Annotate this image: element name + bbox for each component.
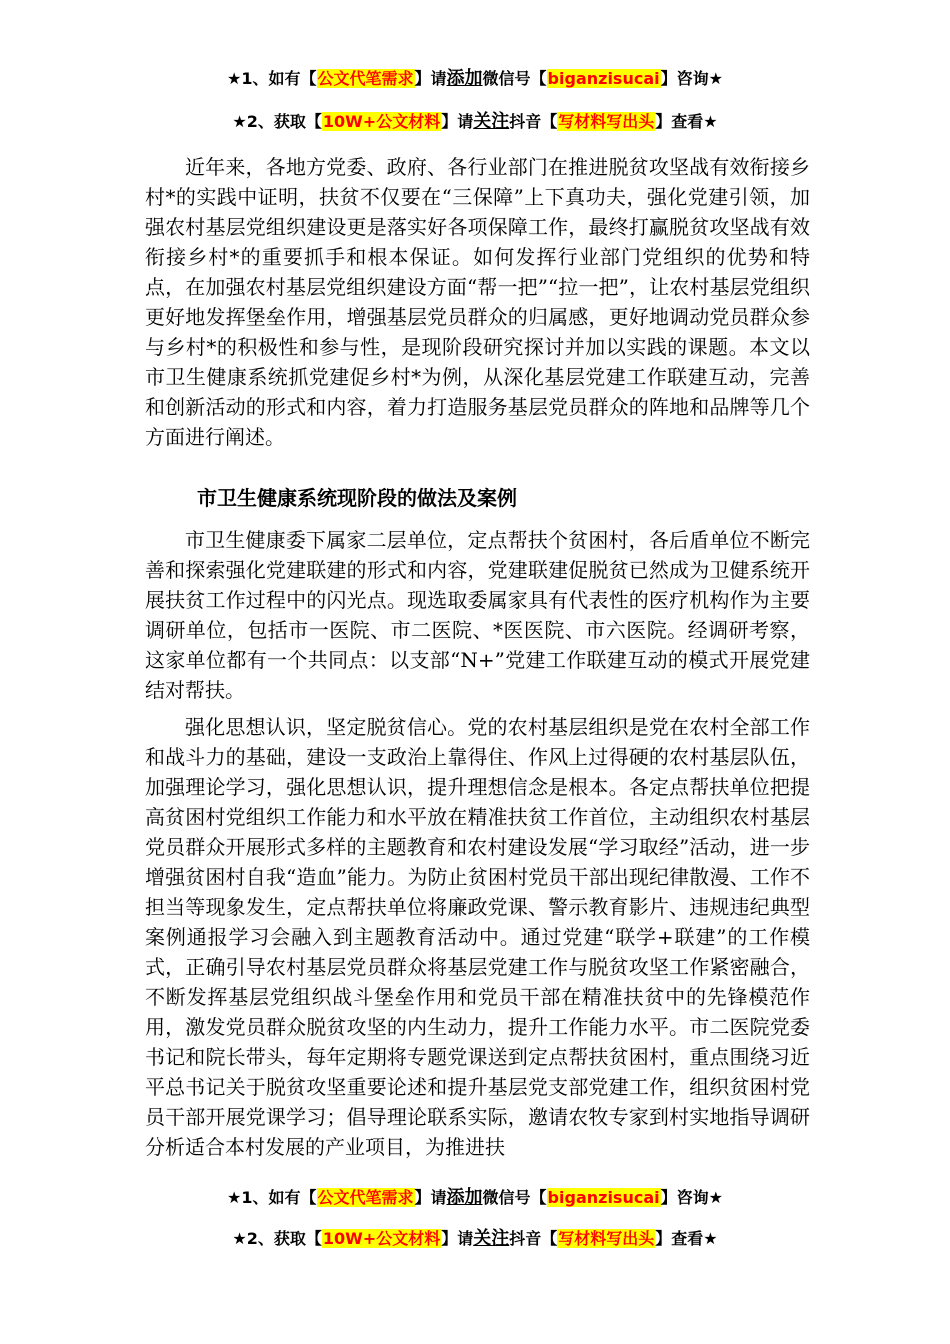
banner-highlight: 10W+公文材料 (322, 1229, 441, 1248)
banner-suffix: 】咨询★ (660, 69, 723, 88)
ad-banner-top-line-1 (0, 68, 950, 90)
banner-text: 】请 (441, 112, 474, 131)
ad-banner-bottom-line-2 (0, 1228, 950, 1250)
banner-prefix: ★1、如有【 (227, 69, 317, 88)
paragraph-ideology: 强化思想认识，坚定脱贫信心。党的农村基层组织是党在农村全部工作和战斗力的基础，建设一支政治上靠得住、作风上过得硬的农村基层队伍，加强理论学习，强化思想认识，提升理想信念是根本。各定点帮扶单位把提高贫困村党组织工作能力和水平放在精准扶贫工作首位，主动组织农村基层党员群众开展形式多样的主题教育和农村建设发展“学习取经”活动，进一步增强贫困村自我“造血”能力。为防止贫困村党员干部出现纪律散漫、工作不担当等现象发生，定点帮扶单位将廉政党课、警示教育影片、违规违纪典型案例通报学习会融入到主题教育活动中。通过党建“联学+联建”的工作模式，正确引导农村基层党员群众将基层党建工作与脱贫攻坚工作紧密融合，不断发挥基层党组织战斗堡垒作用和党员干部在精准扶贫中的先锋模范作用，激发党员群众脱贫攻坚的内生动力，提升工作能力水平。市二医院党委书记和院长带头，每年定期将专题党课送到定点帮扶贫困村，重点围绕习近平总书记关于脱贫攻坚重要论述和提升基层党支部党建工作，组织贫困村党员干部开展党课学习；倡导理论联系实际，邀请农牧专家到村实地指导调研分析适合本村发展的产业项目，为推进扶 (145, 715, 810, 1159)
banner-text: 微信号【 (482, 69, 547, 88)
ad-banner-bottom-line-1 (0, 1187, 950, 1209)
banner-text: 】请 (441, 1229, 474, 1248)
banner-douyin-account: 写材料写出头 (558, 1229, 655, 1248)
banner-underlined-text: 关注 (473, 111, 510, 132)
banner-suffix: 】查看★ (655, 112, 718, 131)
banner-highlight: 公文代笔需求 (317, 1188, 414, 1207)
banner-prefix: ★1、如有【 (227, 1188, 317, 1207)
banner-suffix: 】咨询★ (660, 1188, 723, 1207)
banner-text: 】请 (414, 69, 447, 88)
banner-underlined-text: 添加 (446, 1187, 483, 1208)
paragraph-overview: 市卫生健康委下属家二层单位，定点帮扶个贫困村，各后盾单位不断完善和探索强化党建联建的形式和内容，党建联建促脱贫已然成为卫健系统开展扶贫工作过程中的闪光点。现选取委属家具有代表性的医疗机构作为主要调研单位，包括市一医院、市二医院、*医医院、市六医院。经调研考察，这家单位都有一个共同点：以支部“N+”党建工作联建互动的模式开展党建结对帮扶。 (145, 528, 810, 702)
banner-text: 】请 (414, 1188, 447, 1207)
banner-highlight: 10W+公文材料 (322, 112, 441, 131)
banner-text: 抖音【 (509, 112, 558, 131)
section-heading: 市卫生健康系统现阶段的做法及案例 (197, 486, 517, 510)
banner-text: 抖音【 (509, 1229, 558, 1248)
banner-douyin-account: 写材料写出头 (558, 112, 655, 131)
banner-suffix: 】查看★ (655, 1229, 718, 1248)
banner-prefix: ★2、获取【 (232, 112, 322, 131)
banner-prefix: ★2、获取【 (232, 1229, 322, 1248)
paragraph-intro: 近年来，各地方党委、政府、各行业部门在推进脱贫攻坚战有效衔接乡村*的实践中证明，扶贫不仅要在“三保障”上下真功夫，强化党建引领，加强农村基层党组织建设更是落实好各项保障工作，最终打赢脱贫攻坚战有效衔接乡村*的重要抓手和根本保证。如何发挥行业部门党组织的优势和特点，在加强农村基层党组织建设方面“帮一把”“拉一把”，让农村基层党组织更好地发挥堡垒作用，增强基层党员群众的归属感，更好地调动党员群众参与乡村*的积极性和参与性，是现阶段研究探讨并加以实践的课题。本文以市卫生健康系统抓党建促乡村*为例，从深化基层党建工作联建互动，完善和创新活动的形式和内容，着力打造服务基层党员群众的阵地和品牌等几个方面进行阐述。 (145, 155, 810, 449)
banner-highlight: 公文代笔需求 (317, 69, 414, 88)
banner-underlined-text: 关注 (473, 1228, 510, 1249)
banner-wechat-id: biganzisucai (547, 1188, 660, 1207)
ad-banner-top-line-2 (0, 111, 950, 133)
banner-wechat-id: biganzisucai (547, 69, 660, 88)
banner-underlined-text: 添加 (446, 68, 483, 89)
banner-text: 微信号【 (482, 1188, 547, 1207)
